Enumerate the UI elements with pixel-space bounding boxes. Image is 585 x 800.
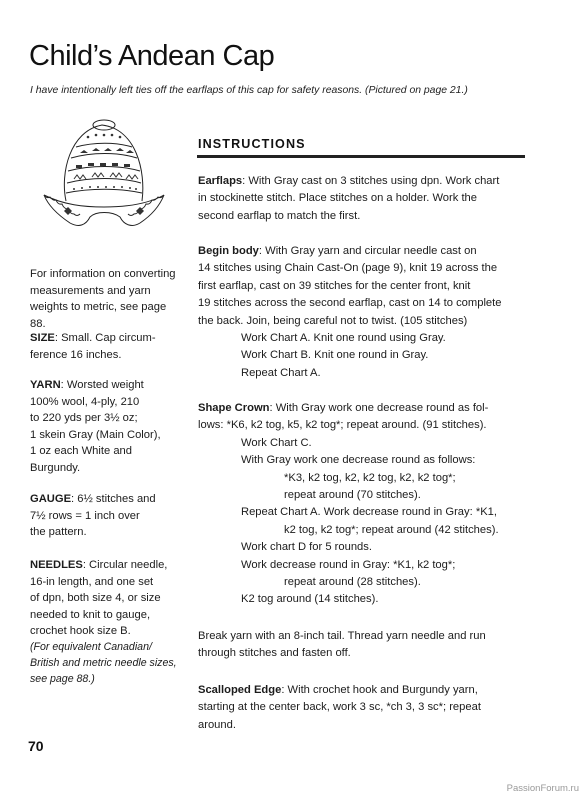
- shape-crown-text: : With Gray work one decrease round as fol-: [269, 402, 489, 414]
- needles-text: needed to knit to gauge,: [30, 608, 151, 621]
- yarn-text: 100% wool, 4-ply, 210: [30, 395, 140, 408]
- metric-note: [30, 266, 180, 332]
- needles-text: 16-in length, and one set: [30, 575, 154, 588]
- needles-note: see page 88.): [30, 672, 95, 685]
- scalloped-edge-text: : With crochet hook and Burgundy yarn,: [281, 684, 478, 696]
- earflaps-text: : With Gray cast on 3 stitches using dpn. Work chart: [242, 175, 500, 187]
- page-subtitle: I have intentionally left ties off the earflaps of this cap for safety reasons. (Pictured on page 21.): [30, 85, 468, 96]
- crown-step: Repeat Chart A. Work decrease round in Gray: *K1,: [241, 506, 497, 519]
- yarn-spec: [30, 377, 180, 477]
- scalloped-edge-label: Scalloped Edge: [198, 684, 282, 696]
- earflaps-paragraph: [198, 173, 533, 225]
- crown-step: repeat around (28 stitches).: [284, 576, 421, 589]
- size-label: SIZE: [30, 332, 55, 344]
- needles-text: crochet hook size B.: [30, 625, 131, 638]
- yarn-label: YARN: [30, 379, 61, 391]
- size-text: ference 16 inches.: [30, 348, 122, 361]
- begin-body-text: first earflap, cast on 39 stitches for the center front, knit: [198, 279, 471, 292]
- hat-illustration: [24, 113, 174, 238]
- crown-step: Work decrease round in Gray: *K1, k2 tog*;: [241, 558, 456, 571]
- begin-body-label: Begin body: [198, 245, 259, 257]
- page-number: 70: [28, 738, 44, 754]
- gauge-text: 7½ rows = 1 inch over: [30, 509, 140, 522]
- needles-text: of dpn, both size 4, or size: [30, 592, 161, 605]
- needles-text: : Circular needle,: [82, 559, 168, 571]
- size-text: : Small. Cap circum-: [54, 332, 156, 344]
- yarn-text: : Worsted weight: [60, 379, 144, 391]
- needles-note: British and metric needle sizes,: [30, 656, 177, 669]
- shape-crown-text: lows: *K6, k2 tog, k5, k2 tog*; repeat around. (91 stitches).: [198, 419, 487, 432]
- begin-step: Work Chart A. Knit one round using Gray.: [241, 332, 446, 345]
- gauge-spec: [30, 491, 180, 541]
- earflaps-text: in stockinette stitch. Place stitches on a holder. Work the: [198, 192, 477, 205]
- crown-step: With Gray work one decrease round as follows:: [241, 454, 476, 467]
- yarn-text: Burgundy.: [30, 461, 81, 474]
- begin-body-text: 19 stitches across the second earflap, cast on 14 to complete: [198, 297, 502, 310]
- earflaps-label: Earflaps: [198, 175, 243, 187]
- metric-note-line: measurements and yarn: [30, 284, 151, 297]
- break-yarn-text: through stitches and fasten off.: [198, 647, 351, 660]
- metric-note-line: For information on converting: [30, 268, 176, 280]
- page-title: Child’s Andean Cap: [29, 40, 275, 72]
- crown-step: Work chart D for 5 rounds.: [241, 541, 372, 554]
- yarn-text: 1 oz each White and: [30, 445, 132, 458]
- shape-crown-paragraph: [198, 400, 533, 609]
- break-yarn-paragraph: [198, 628, 533, 663]
- begin-body-text: : With Gray yarn and circular needle cast on: [258, 245, 477, 257]
- yarn-text: to 220 yds per 3½ oz;: [30, 412, 138, 425]
- needles-note: (For equivalent Canadian/: [30, 640, 152, 653]
- begin-step: Work Chart B. Knit one round in Gray.: [241, 349, 429, 362]
- crown-step: repeat around (70 stitches).: [284, 489, 421, 502]
- shape-crown-label: Shape Crown: [198, 402, 270, 414]
- metric-note-line: weights to metric, see page 88.: [30, 301, 167, 330]
- gauge-text: : 6½ stitches and: [71, 493, 156, 505]
- gauge-label: GAUGE: [30, 493, 72, 505]
- begin-body-text: 14 stitches using Chain Cast-On (page 9), knit 19 across the: [198, 262, 498, 275]
- begin-body-paragraph: [198, 243, 533, 382]
- watermark: PassionForum.ru: [506, 783, 579, 794]
- crown-step: K2 tog around (14 stitches).: [241, 593, 379, 606]
- yarn-text: 1 skein Gray (Main Color),: [30, 428, 161, 441]
- earflaps-text: second earflap to match the first.: [198, 209, 361, 222]
- heading-rule: [197, 155, 525, 158]
- needles-spec: [30, 557, 180, 687]
- scalloped-edge-text: around.: [198, 718, 236, 731]
- crown-step: Work Chart C.: [241, 436, 312, 449]
- begin-body-text: the back. Join, being careful not to twist. (105 stitches): [198, 314, 468, 327]
- scalloped-edge-paragraph: [198, 682, 533, 734]
- size-spec: [30, 330, 180, 363]
- gauge-text: the pattern.: [30, 526, 87, 539]
- scalloped-edge-text: starting at the center back, work 3 sc, *ch 3, 3 sc*; repeat: [198, 701, 481, 714]
- crown-step: *K3, k2 tog, k2, k2 tog, k2, k2 tog*;: [284, 471, 456, 484]
- instructions-heading: INSTRUCTIONS: [198, 137, 306, 151]
- needles-label: NEEDLES: [30, 559, 83, 571]
- break-yarn-text: Break yarn with an 8-inch tail. Thread yarn needle and run: [198, 630, 486, 642]
- begin-step: Repeat Chart A.: [241, 366, 321, 379]
- crown-step: k2 tog, k2 tog*; repeat around (42 stitches).: [284, 523, 499, 536]
